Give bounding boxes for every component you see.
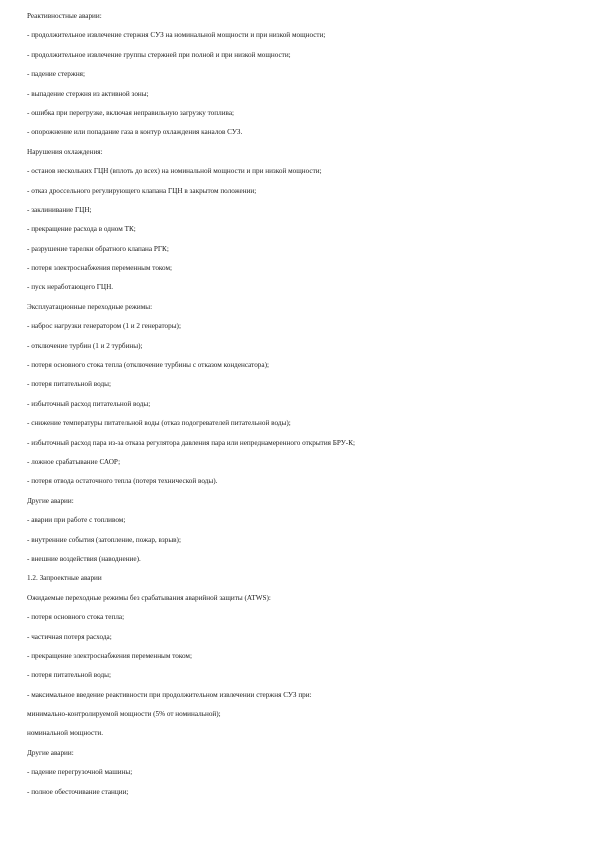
list-item: - наброс нагрузки генератором (1 и 2 генераторы); [27,322,181,331]
list-item: - потеря отвода остаточного тепла (потеря технической воды). [27,477,218,486]
list-item: - отказ дроссельного регулирующего клапана ГЦН в закрытом положении; [27,186,257,195]
list-item: - избыточный расход пара из-за отказа регулятора давления пара или непреднамеренного открытия БРУ-К; [27,438,355,447]
list-item: - падение стержня; [27,70,85,79]
list-item: - избыточный расход питательной воды; [27,399,151,408]
list-item-continuation: минимально-контролируемой мощности (5% от номинальной); [27,710,221,719]
list-item: - останов нескольких ГЦН (вплоть до всех) на номинальной мощности и при низкой мощности; [27,167,322,176]
list-item: - падение перегрузочной машины; [27,768,133,777]
list-item: - полное обесточивание станции; [27,787,129,796]
list-item: - максимальное введение реактивности при продолжительном извлечении стержня СУЗ при: [27,690,312,699]
section-heading-beyond-design: 1.2. Запроектные аварии [27,574,102,583]
list-item: - ложное срабатывание САОР; [27,457,121,466]
list-item: - потеря основного стока тепла (отключение турбины с отказом конденсатора); [27,361,269,370]
list-item: - потеря основного стока тепла; [27,613,125,622]
list-item: - заклинивание ГЦН; [27,205,92,214]
list-item: - потеря питательной воды; [27,380,111,389]
heading-other-accidents: Другие аварии: [27,496,74,505]
list-item-continuation: номинальной мощности. [27,729,104,738]
list-item: - потеря электроснабжения переменным током; [27,264,173,273]
list-item: - частичная потеря расхода; [27,632,112,641]
list-item: - пуск неработающего ГЦН. [27,283,114,292]
list-item: - ошибка при перегрузке, включая неправильную загрузку топлива; [27,108,235,117]
list-item: - продолжительное извлечение стержня СУЗ на номинальной мощности и при низкой мощности; [27,31,326,40]
heading-atws: Ожидаемые переходные режимы без срабатывания аварийной защиты (ATWS): [27,593,271,602]
list-item: - снижение температуры питательной воды (отказ подогревателей питательной воды); [27,419,291,428]
list-item: - выпадение стержня из активной зоны; [27,89,149,98]
list-item: - продолжительное извлечение группы стержней при полной и при низкой мощности; [27,50,291,59]
heading-cooling-disturbances: Нарушения охлаждения: [27,147,103,156]
list-item: - прекращение электроснабжения переменным током; [27,651,192,660]
document-body [27,12,572,807]
heading-operational-transients: Эксплуатационные переходные режимы: [27,302,153,311]
list-item: - прекращение расхода в одном ТК; [27,225,136,234]
list-item: - аварии при работе с топливом; [27,516,126,525]
list-item: - потеря питательной воды; [27,671,111,680]
heading-reactivity-accidents: Реактивностные аварии: [27,12,102,20]
heading-other-accidents-2: Другие аварии: [27,748,74,757]
list-item: - разрушение тарелки обратного клапана РГК; [27,244,169,253]
list-item: - внутренние события (затопление, пожар, взрыв); [27,535,181,544]
list-item: - внешние воздействия (наводнение). [27,554,141,563]
list-item: - отключение турбин (1 и 2 турбины); [27,341,143,350]
list-item: - опорожнение или попадание газа в контур охлаждения каналов СУЗ. [27,128,243,137]
